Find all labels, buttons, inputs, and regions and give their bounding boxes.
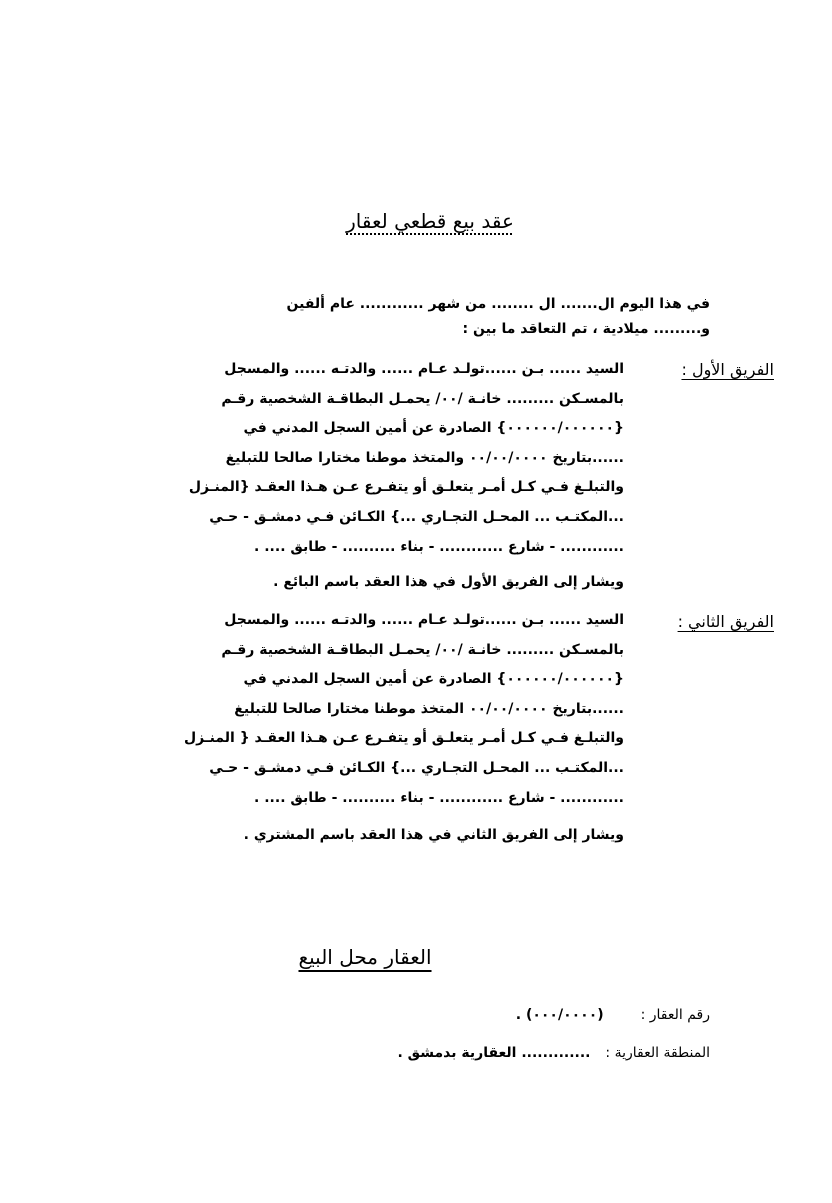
party-2-line: بالمسـكن ......... خانـة /٠٠/ يحمـل البطاقـة الشخصية رقـم — [221, 641, 624, 658]
party-1-line: ......بتاريخ ٠٠/٠٠/٠٠٠٠ والمتخذ موطنا مختارا صالحا للتبليغ — [225, 449, 624, 466]
party-2-line: السيد ...... بـن ......تولـد عـام ...... والدتـه ...... والمسجل — [224, 612, 624, 628]
property-number-value: (٠٠٠/٠٠٠٠) . — [515, 1007, 604, 1023]
property-section-title: العقار محل البيع — [298, 945, 432, 969]
intro-line: في هذا اليوم ال....... ال ........ من شهر ............ عام ألفين — [286, 296, 710, 312]
party-1-line: بالمسـكن ......... خانـة /٠٠/ يحمـل البطاقـة الشخصية رقـم — [221, 390, 624, 407]
party-1-details — [90, 355, 624, 562]
party-1-line: والتبلـغ فـي كـل أمـر يتعلـق أو يتفـرع عـن هـذا العقـد {المنـزل — [188, 479, 624, 496]
party-1-line: ...المكتـب ... المحـل التجـاري ...} الكـائن فـي دمشـق - حـي — [209, 508, 624, 525]
party-1-line: السيد ...... بـن ......تولـد عـام ...... والدتـه ...... والمسجل — [224, 361, 624, 377]
party-2-line: والتبلـغ فـي كـل أمـر يتعلـق أو يتفـرع عـن هـذا العقـد { المنـزل — [184, 730, 624, 747]
party-2-line: ............ - شارع ............ - بناء .......... - طابق .... . — [254, 789, 624, 806]
property-zone-field — [150, 1040, 710, 1066]
party-2-line: ......بتاريخ ٠٠/٠٠/٠٠٠٠ المتخذ موطنا مختارا صالحا للتبليغ — [234, 700, 624, 717]
party-1-line: {٠٠٠٠٠٠/٠٠٠٠٠٠} الصادرة عن أمين السجل المدني في — [243, 420, 624, 437]
intro-line: و......... ميلادية ، تم التعاقد ما بين : — [462, 321, 710, 337]
property-number-label: رقم العقار : — [640, 1007, 710, 1023]
property-zone-value: ............. العقارية بدمشق . — [397, 1045, 591, 1061]
party-2-label: الفريق الثاني : — [677, 612, 774, 631]
party-2-line: {٠٠٠٠٠٠/٠٠٠٠٠٠} الصادرة عن أمين السجل المدني في — [243, 671, 624, 688]
contract-intro — [110, 292, 710, 342]
party-1-label: الفريق الأول : — [681, 360, 774, 379]
property-zone-label: المنطقة العقارية : — [605, 1045, 710, 1061]
party-2-line: ...المكتـب ... المحـل التجـاري ...} الكـائن فـي دمشـق - حـي — [209, 759, 624, 776]
party-2-details — [90, 606, 624, 813]
party-2-reference: ويشار إلى الفريق الثاني في هذا العقد باسم المشتري . — [243, 827, 624, 843]
property-number-field — [150, 1002, 710, 1028]
party-1-line: ............ - شارع ............ - بناء .......... - طابق .... . — [254, 538, 624, 555]
contract-title: عقد بيع قطعي لعقار — [346, 209, 514, 233]
party-1-reference: ويشار إلى الفريق الأول في هذا العقد باسم البائع . — [273, 574, 624, 590]
